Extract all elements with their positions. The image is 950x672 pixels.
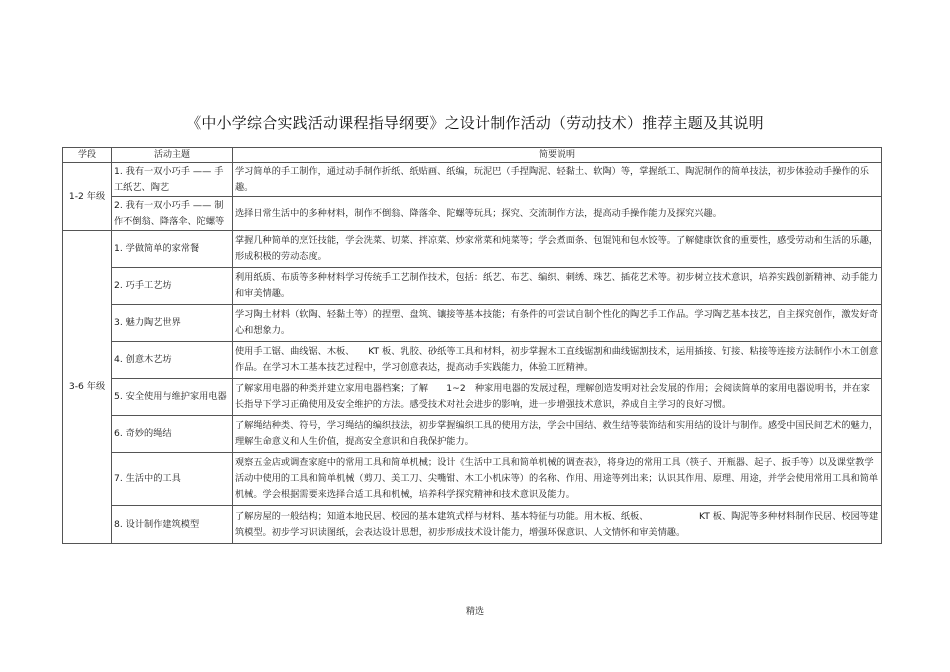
description-cell: 了解家用电器的种类并建立家用电器档案；了解 1~2 种家用电器的发展过程，理解创造发明对社会发展的作用；会阅读简单的家用电器说明书，并在家长指导下学习正确使用及安全维护的方法。感受技术对社会进步的影响，进一步增强技术意识，养成自主学习的良好习惯。 [233, 379, 882, 416]
theme-cell: 5. 安全使用与维护家用电器 [112, 379, 233, 416]
table-row [63, 268, 882, 305]
table-row [63, 305, 882, 342]
theme-cell: 2. 我有一双小巧手 —— 制作不倒翁、降落伞、陀螺等 [112, 197, 233, 231]
theme-cell: 8. 设计制作建筑模型 [112, 506, 233, 544]
table-row [63, 453, 882, 506]
table-row [63, 379, 882, 416]
table-row [63, 231, 882, 268]
grade-cell: 1-2 年级 [63, 163, 112, 231]
description-cell: 了解绳结种类、符号，学习绳结的编织技法，初步掌握编织工具的使用方法，学会中国结、救生结等装饰结和实用结的设计与制作。感受中国民间艺术的魅力，理解生命意义和人生价值，提高安全意识和自我保护能力。 [233, 416, 882, 453]
theme-cell: 1. 我有一双小巧手 —— 手工纸艺、陶艺 [112, 163, 233, 197]
theme-cell: 7. 生活中的工具 [112, 453, 233, 506]
description-cell: 学习陶土材料（软陶、轻黏土等）的捏塑、盘筑、镶接等基本技能；有条件的可尝试自制个性化的陶艺手工作品。学习陶艺基本技艺，自主探究创作，激发好奇心和想象力。 [233, 305, 882, 342]
header-description: 简要说明 [233, 148, 882, 163]
description-cell: 观察五金店或调查家庭中的常用工具和简单机械；设计《生活中工具和简单机械的调查表》，将身边的常用工具（筷子、开瓶器、起子、扳手等）以及课堂教学活动中使用的工具和简单机械（剪刀、美工刀、尖嘴钳、木工小机床等）的名称、作用、用途等列出来；认识其作用、原理、用途，并学会使用常用工具和简单机械。学会根据需要来选择合适工具和机械，培养科学探究精神和技术意识及能力。 [233, 453, 882, 506]
table-row [63, 163, 882, 197]
page-footer: 精选 [465, 607, 484, 617]
description-cell: 掌握几种简单的烹饪技能，学会洗菜、切菜、拌凉菜、炒家常菜和炖菜等；学会煮面条、包馄饨和包水饺等。了解健康饮食的重要性，感受劳动和生活的乐趣，形成积极的劳动态度。 [233, 231, 882, 268]
theme-cell: 1. 学做简单的家常餐 [112, 231, 233, 268]
description-cell: 选择日常生活中的多种材料，制作不倒翁、降落伞、陀螺等玩具；探究、交流制作方法，提高动手操作能力及探究兴趣。 [233, 197, 882, 231]
topic-table [62, 147, 882, 544]
theme-cell: 2. 巧手工艺坊 [112, 268, 233, 305]
table-header-row [63, 148, 882, 163]
header-grade: 学段 [63, 148, 112, 163]
description-cell: 使用手工锯、曲线锯、木板、 KT 板、乳胶、砂纸等工具和材料，初步掌握木工直线锯割和曲线锯割技术，运用插接、钉接、粘接等连接方法制作小木工创意作品。在学习木工基本技艺过程中，学习创意表达，提高动手实践能力，体验工匠精神。 [233, 342, 882, 379]
table-row [63, 197, 882, 231]
header-theme: 活动主题 [112, 148, 233, 163]
description-cell: 利用纸质、布质等多种材料学习传统手工艺制作技术，包括：纸艺、布艺、编织、刺绣、珠艺、插花艺术等。初步树立技术意识，培养实践创新精神、动手能力和审美情趣。 [233, 268, 882, 305]
description-cell: 了解房屋的一般结构；知道本地民居、校园的基本建筑式样与材料、基本特征与功能。用木板、纸板、 KT 板、陶泥等多种材料制作民居、校园等建筑模型。初步学习识读图纸，会表达设计思想，初步形成技术设计能力，增强环保意识、人文情怀和审美情趣。 [233, 506, 882, 544]
theme-cell: 3. 魅力陶艺世界 [112, 305, 233, 342]
description-cell: 学习简单的手工制作，通过动手制作折纸、纸贴画、纸编，玩泥巴（手捏陶泥、轻黏土、软陶）等，掌握纸工、陶泥制作的简单技法，初步体验动手操作的乐趣。 [233, 163, 882, 197]
theme-cell: 6. 奇妙的绳结 [112, 416, 233, 453]
table-row [63, 342, 882, 379]
theme-cell: 4. 创意木艺坊 [112, 342, 233, 379]
page-title: 《中小学综合实践活动课程指导纲要》之设计制作活动（劳动技术）推荐主题及其说明 [186, 114, 764, 132]
grade-cell: 3-6 年级 [63, 231, 112, 544]
table-row [63, 416, 882, 453]
table-row [63, 506, 882, 544]
